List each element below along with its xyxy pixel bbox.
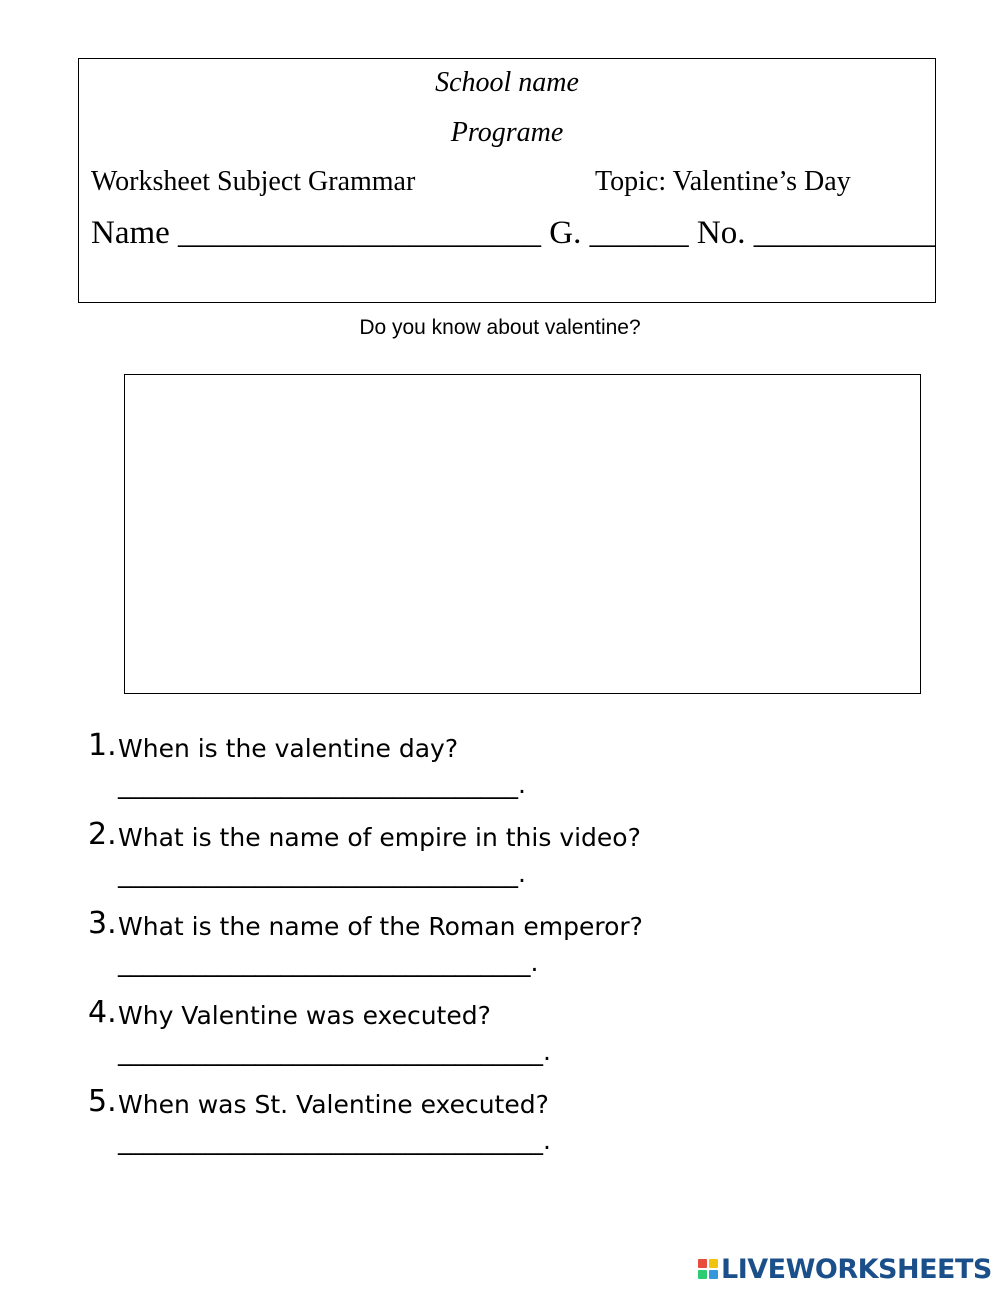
worksheet-topic: Topic: Valentine’s Day xyxy=(595,166,851,197)
question-text: What is the name of the Roman emperor? xyxy=(118,912,643,941)
question-text: When is the valentine day? xyxy=(118,734,459,763)
logo-text: LIVEWORKSHEETS xyxy=(721,1253,992,1285)
question-number: 1. xyxy=(88,728,117,763)
name-grade-number-row: Name ______________________ G. ______ No. ___________ xyxy=(91,215,936,251)
question-text: Why Valentine was executed? xyxy=(118,1001,491,1030)
question-item xyxy=(88,906,888,995)
worksheet-subject: Worksheet Subject Grammar xyxy=(91,166,416,197)
question-number: 3. xyxy=(88,906,117,941)
answer-blank[interactable]: _________________________________. xyxy=(118,948,539,977)
question-text: When was St. Valentine executed? xyxy=(118,1090,549,1119)
question-text: What is the name of empire in this video? xyxy=(118,823,641,852)
video-placeholder[interactable] xyxy=(124,374,921,694)
answer-blank[interactable]: __________________________________. xyxy=(118,1126,551,1155)
question-item xyxy=(88,728,888,817)
answer-blank[interactable]: ________________________________. xyxy=(118,770,526,799)
question-item xyxy=(88,995,888,1084)
liveworksheets-logo-icon xyxy=(698,1259,718,1279)
programe-label: Programe xyxy=(450,117,564,148)
question-item xyxy=(88,1084,888,1173)
worksheet-header-box xyxy=(78,58,936,303)
logo-square-2 xyxy=(709,1259,718,1268)
question-number: 4. xyxy=(88,995,117,1030)
logo-square-1 xyxy=(698,1259,707,1268)
question-number: 2. xyxy=(88,817,117,852)
answer-blank[interactable]: __________________________________. xyxy=(118,1037,551,1066)
liveworksheets-logo xyxy=(698,1252,992,1286)
question-item xyxy=(88,817,888,906)
school-name: School name xyxy=(435,67,579,98)
question-list xyxy=(88,728,888,1173)
question-number: 5. xyxy=(88,1084,117,1119)
logo-square-4 xyxy=(709,1270,718,1279)
intro-question: Do you know about valentine? xyxy=(359,316,641,339)
logo-square-3 xyxy=(698,1270,707,1279)
answer-blank[interactable]: ________________________________. xyxy=(118,859,526,888)
